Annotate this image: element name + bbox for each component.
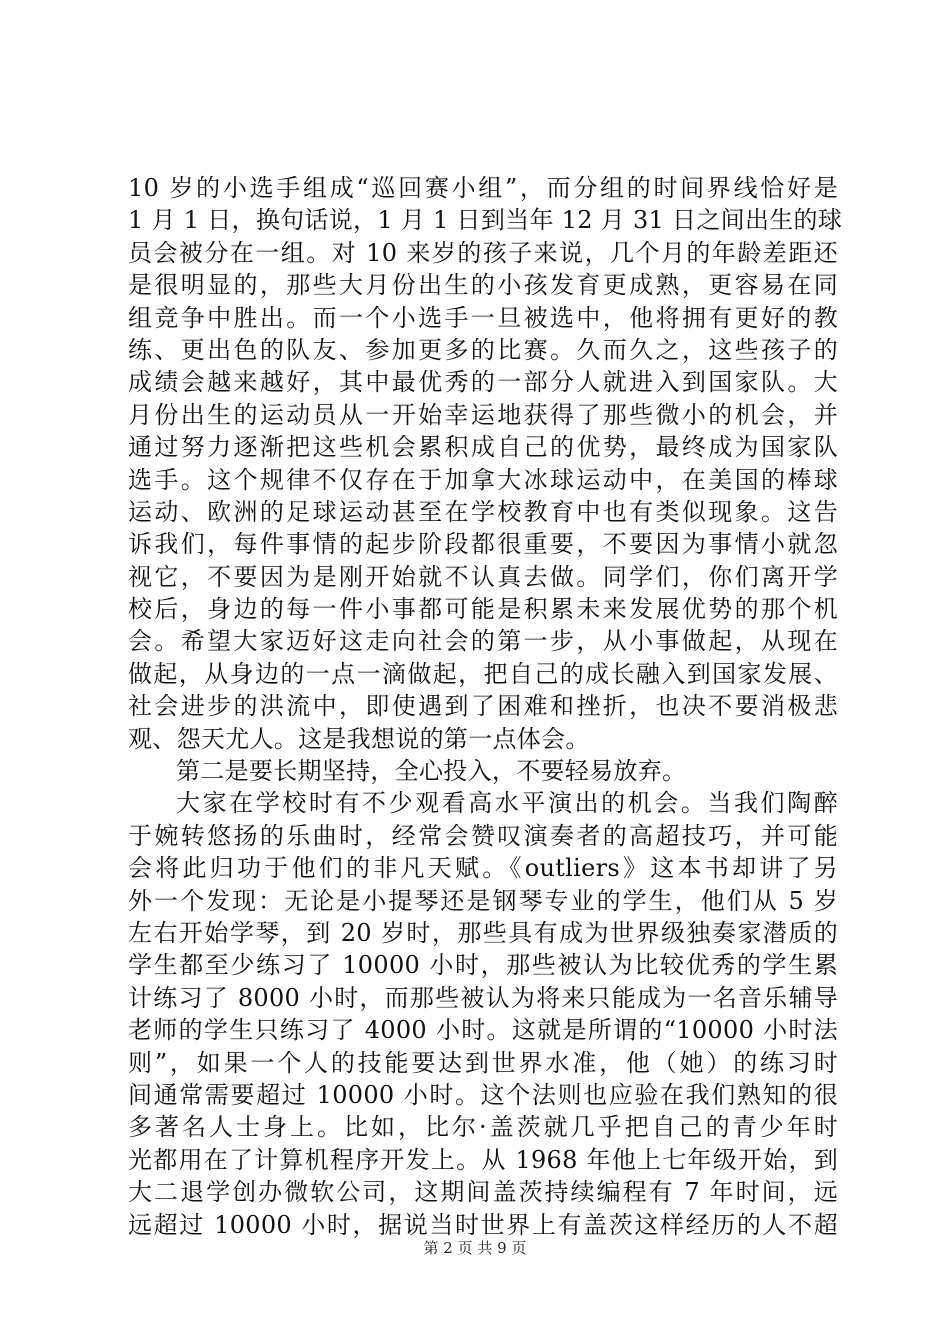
text-line: 10 岁的小选手组成“巡回赛小组”，而分组的时间界线恰好是 <box>128 174 838 202</box>
text-line: 计练习了 8000 小时，而那些被认为将来只能成为一名音乐辅导 <box>128 983 838 1012</box>
text-line: 远超过 10000 小时，据说当时世界上有盖茨这样经历的人不超 <box>128 1210 838 1239</box>
text-line: 成绩会越来越好，其中最优秀的一部分人就进入到国家队。大 <box>128 368 838 397</box>
body-text <box>128 172 843 1241</box>
text-line: 社会进步的洪流中，即使遇到了困难和挫折，也决不要消极悲 <box>128 692 838 721</box>
text-line: 学生都至少练习了 10000 小时，那些被认为比较优秀的学生累 <box>128 951 838 980</box>
text-line: 外一个发现：无论是小提琴还是钢琴专业的学生，他们从 5 岁 <box>128 886 838 915</box>
text-line: 大家在学校时有不少观看高水平演出的机会。当我们陶醉 <box>176 789 838 818</box>
text-line: 光都用在了计算机程序开发上。从 1968 年他上七年级开始，到 <box>128 1145 838 1174</box>
text-line: 练、更出色的队友、参加更多的比赛。久而久之，这些孩子的 <box>128 335 838 364</box>
text-line: 做起，从身边的一点一滴做起，把自己的成长融入到国家发展、 <box>128 659 838 688</box>
text-line: 观、怨天尤人。这是我想说的第一点体会。 <box>128 724 590 753</box>
text-line: 则”，如果一个人的技能要达到世界水准，他（她）的练习时 <box>128 1048 838 1077</box>
text-line: 大二退学创办微软公司，这期间盖茨持续编程有 7 年时间，远 <box>128 1178 838 1207</box>
section-heading: 第二是要长期坚持，全心投入，不要轻易放弃。 <box>176 757 687 786</box>
page-number-footer: 第 2 页 共 9 页 <box>423 1239 527 1257</box>
text-line: 组竞争中胜出。而一个小选手一旦被选中，他将拥有更好的教 <box>128 303 838 332</box>
text-line: 会。希望大家迈好这走向社会的第一步，从小事做起，从现在 <box>128 627 838 656</box>
text-line: 间通常需要超过 10000 小时。这个法则也应验在我们熟知的很 <box>128 1080 838 1109</box>
text-line: 员会被分在一组。对 10 来岁的孩子来说，几个月的年龄差距还 <box>128 238 838 267</box>
text-line: 视它，不要因为是刚开始就不认真去做。同学们，你们离开学 <box>128 562 838 591</box>
text-line: 老师的学生只练习了 4000 小时。这就是所谓的“10000 小时法 <box>128 1016 838 1045</box>
text-line: 通过努力逐渐把这些机会累积成自己的优势，最终成为国家队 <box>128 433 838 462</box>
text-line: 多著名人士身上。比如，比尔·盖茨就几乎把自己的青少年时 <box>128 1113 838 1142</box>
text-line: 校后，身边的每一件小事都可能是积累未来发展优势的那个机 <box>128 595 838 624</box>
text-line: 月份出生的运动员从一开始幸运地获得了那些微小的机会，并 <box>128 400 838 429</box>
text-line: 会将此归功于他们的非凡天赋。《outliers》这本书却讲了另 <box>128 854 838 883</box>
text-line: 选手。这个规律不仅存在于加拿大冰球运动中，在美国的棒球 <box>128 465 838 494</box>
text-line: 左右开始学琴，到 20 岁时，那些具有成为世界级独奏家潜质的 <box>128 918 838 947</box>
text-line: 1 月 1 日，换句话说，1 月 1 日到当年 12 月 31 日之间出生的球 <box>128 206 843 235</box>
text-line: 于婉转悠扬的乐曲时，经常会赞叹演奏者的高超技巧，并可能 <box>128 821 838 850</box>
text-line: 运动、欧洲的足球运动甚至在学校教育中也有类似现象。这告 <box>128 497 838 526</box>
text-line: 是很明显的，那些大月份出生的小孩发育更成熟，更容易在同 <box>128 271 838 300</box>
text-line: 诉我们，每件事情的起步阶段都很重要，不要因为事情小就忽 <box>128 530 838 559</box>
